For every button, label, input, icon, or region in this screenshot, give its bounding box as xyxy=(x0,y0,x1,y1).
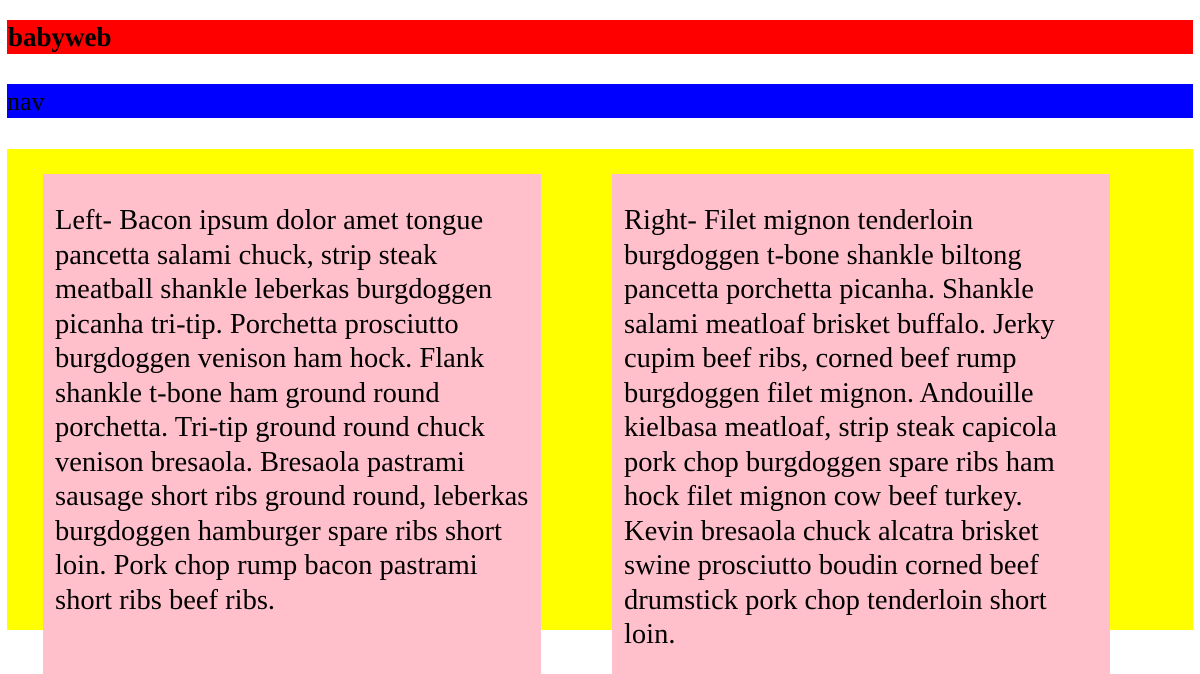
site-title: babyweb xyxy=(8,22,112,52)
site-header xyxy=(7,20,1193,54)
nav-bar xyxy=(7,84,1193,118)
right-column-text: Right- Filet mignon tenderloin burgdoggen t-bone shankle biltong pancetta porchetta picanha. Shankle salami meatloaf brisket buffalo. Jerky cupim beef ribs, corned beef rump burgdoggen filet mignon. Andouille kielbasa meatloaf, strip steak capicola pork chop burgdoggen spare ribs ham hock filet mignon cow beef turkey. Kevin bresaola chuck alcatra brisket swine prosciutto boudin corned beef drumstick pork chop tenderloin short loin. xyxy=(624,205,1057,650)
main-content xyxy=(7,149,1193,650)
nav-label: nav xyxy=(7,87,45,116)
right-column xyxy=(612,174,1110,674)
left-column-text: Left- Bacon ipsum dolor amet tongue pancetta salami chuck, strip steak meatball shankle leberkas burgdoggen picanha tri-tip. Porchetta prosciutto burgdoggen venison ham hock. Flank shankle t-bone ham ground round porchetta. Tri-tip ground round chuck venison bresaola. Bresaola pastrami sausage short ribs ground round, leberkas burgdoggen hamburger spare ribs short loin. Pork chop rump bacon pastrami short ribs beef ribs. xyxy=(55,205,529,616)
left-column xyxy=(43,174,541,674)
